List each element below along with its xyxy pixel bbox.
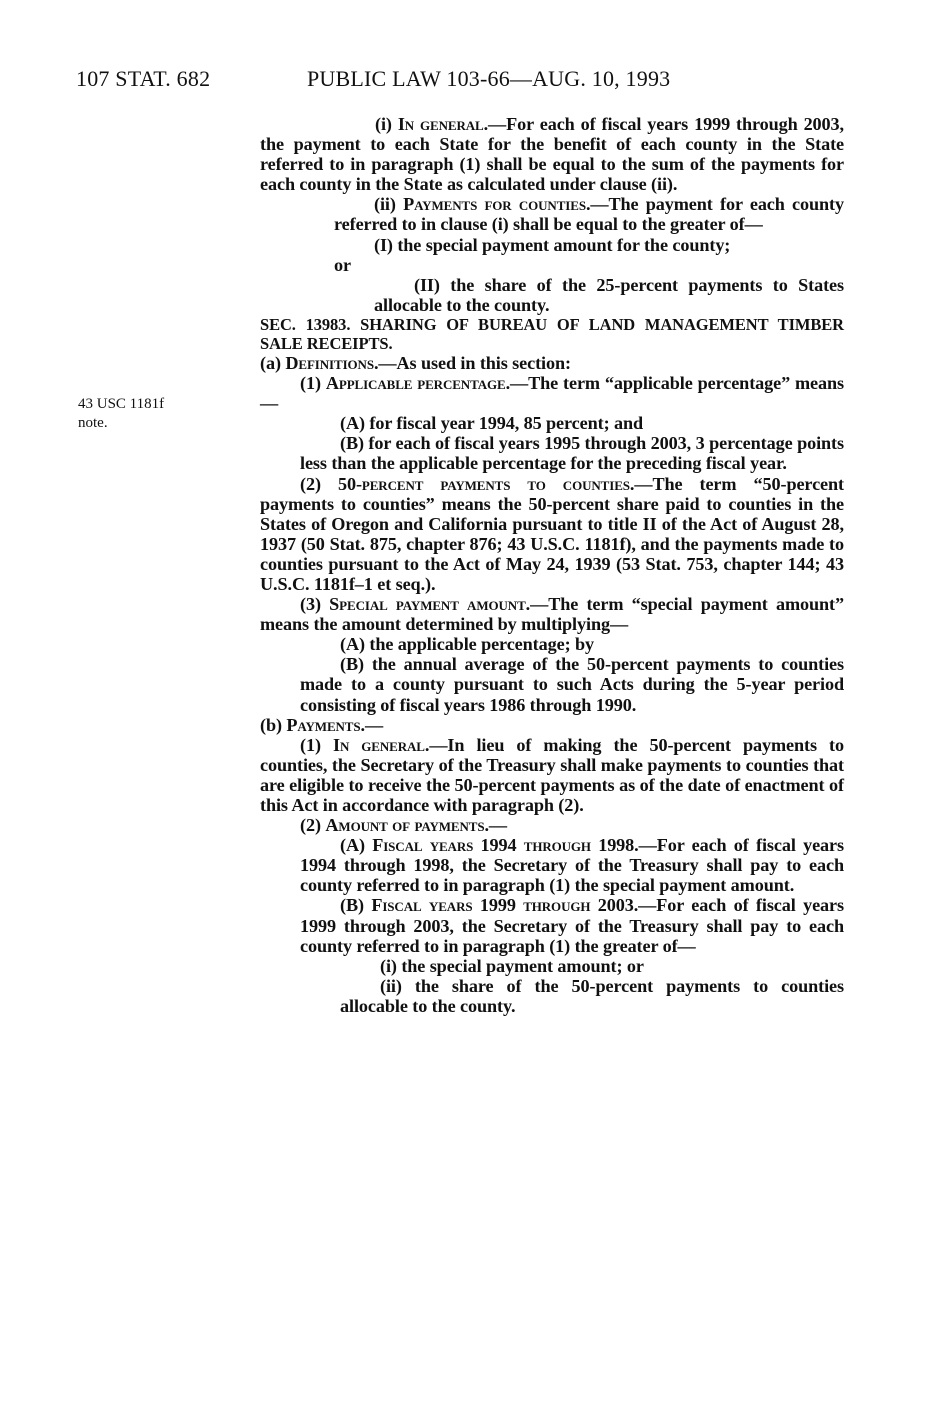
- paragraph-b2: (2) Amount of payments.—: [300, 815, 508, 836]
- section-title: SHARING OF BUREAU OF LAND MANAGEMENT TIMBER SALE RECEIPTS.: [260, 314, 845, 353]
- page-citation: 107 STAT. 682: [76, 66, 211, 91]
- subclause-I: (I) the special payment amount for the county;: [374, 234, 731, 255]
- page-header-title: PUBLIC LAW 103-66—AUG. 10, 1993: [307, 66, 671, 91]
- margin-note: [78, 395, 164, 433]
- paragraph-b2A: (A) Fiscal years 1994 through 1998.—For each of fiscal years 1994 through 1998, the Secretary of the Treasury shall pay to each county referred to in paragraph (1) the special payment amount.: [300, 835, 844, 896]
- paragraph-b2Bi: (i) the special payment amount; or: [380, 955, 644, 976]
- paragraph-a1B: (B) for each of fiscal years 1995 through 2003, 3 percentage points less than the applicable percentage for the preceding fiscal year.: [300, 433, 844, 474]
- paragraph-a3A: (A) the applicable percentage; by: [340, 634, 594, 655]
- document-text: [260, 114, 844, 1016]
- section-number: SEC. 13983.: [260, 314, 361, 334]
- subsection-a: (a) Definitions.—As used in this section:: [260, 352, 571, 373]
- margin-note-line1: 43 USC 1181f: [78, 396, 165, 412]
- paragraph-b1: (1) In general.—In lieu of making the 50-percent payments to counties, the Secretary of the Treasury shall make payments to counties that are eligible to receive the 50-percent payments as of the date of enactment of this Act in accordance with paragraph (2).: [260, 734, 844, 815]
- paragraph-b2B: (B) Fiscal years 1999 through 2003.—For each of fiscal years 1999 through 2003, the Secretary of the Treasury shall pay to each county referred to in paragraph (1) the greater of—: [300, 895, 844, 956]
- paragraph-b2Bii: (ii) the share of the 50-percent payments to counties allocable to the county.: [340, 975, 844, 1016]
- subsection-b: (b) Payments.—: [260, 714, 384, 735]
- subclause-II: (II) the share of the 25-percent payments to States allocable to the county.: [374, 274, 844, 315]
- paragraph-a1A: (A) for fiscal year 1994, 85 percent; and: [340, 413, 644, 434]
- margin-note-line2: note.: [78, 415, 108, 431]
- paragraph-a3B: (B) the annual average of the 50-percent payments to counties made to a county pursuant to such Acts during the 5-year period consisting of fiscal years 1986 through 1990.: [300, 654, 844, 715]
- paragraph-a2: (2) 50-percent payments to counties.—The term “50-percent payments to counties” means the 50-percent share paid to counties in the States of Oregon and California pursuant to title II of the Act of August 28, 1937 (50 Stat. 875, chapter 876; 43 U.S.C. 1181f), and the payments made to counties pursuant to the Act of May 24, 1939 (53 Stat. 753, chapter 144; 43 U.S.C. 1181f–1 et seq.).: [260, 473, 844, 594]
- clause-ii-paragraph: (ii) Payments for counties.—The payment for each county referred to in clause (i) shall be equal to the greater of—: [334, 194, 844, 235]
- paragraph-a1: (1) Applicable percentage.—The term “applicable percentage” means—: [260, 373, 845, 414]
- clause-i-paragraph: (i) In general.—For each of fiscal years 1999 through 2003, the payment to each State for the benefit of each county in the State referred to in paragraph (1) shall be equal to the sum of the payments for each county in the State as calculated under clause (ii).: [260, 114, 844, 195]
- subclause-or: or: [334, 254, 351, 275]
- section-heading: [260, 315, 844, 353]
- paragraph-a3: (3) Special payment amount.—The term “special payment amount” means the amount determined by multiplying—: [260, 594, 845, 635]
